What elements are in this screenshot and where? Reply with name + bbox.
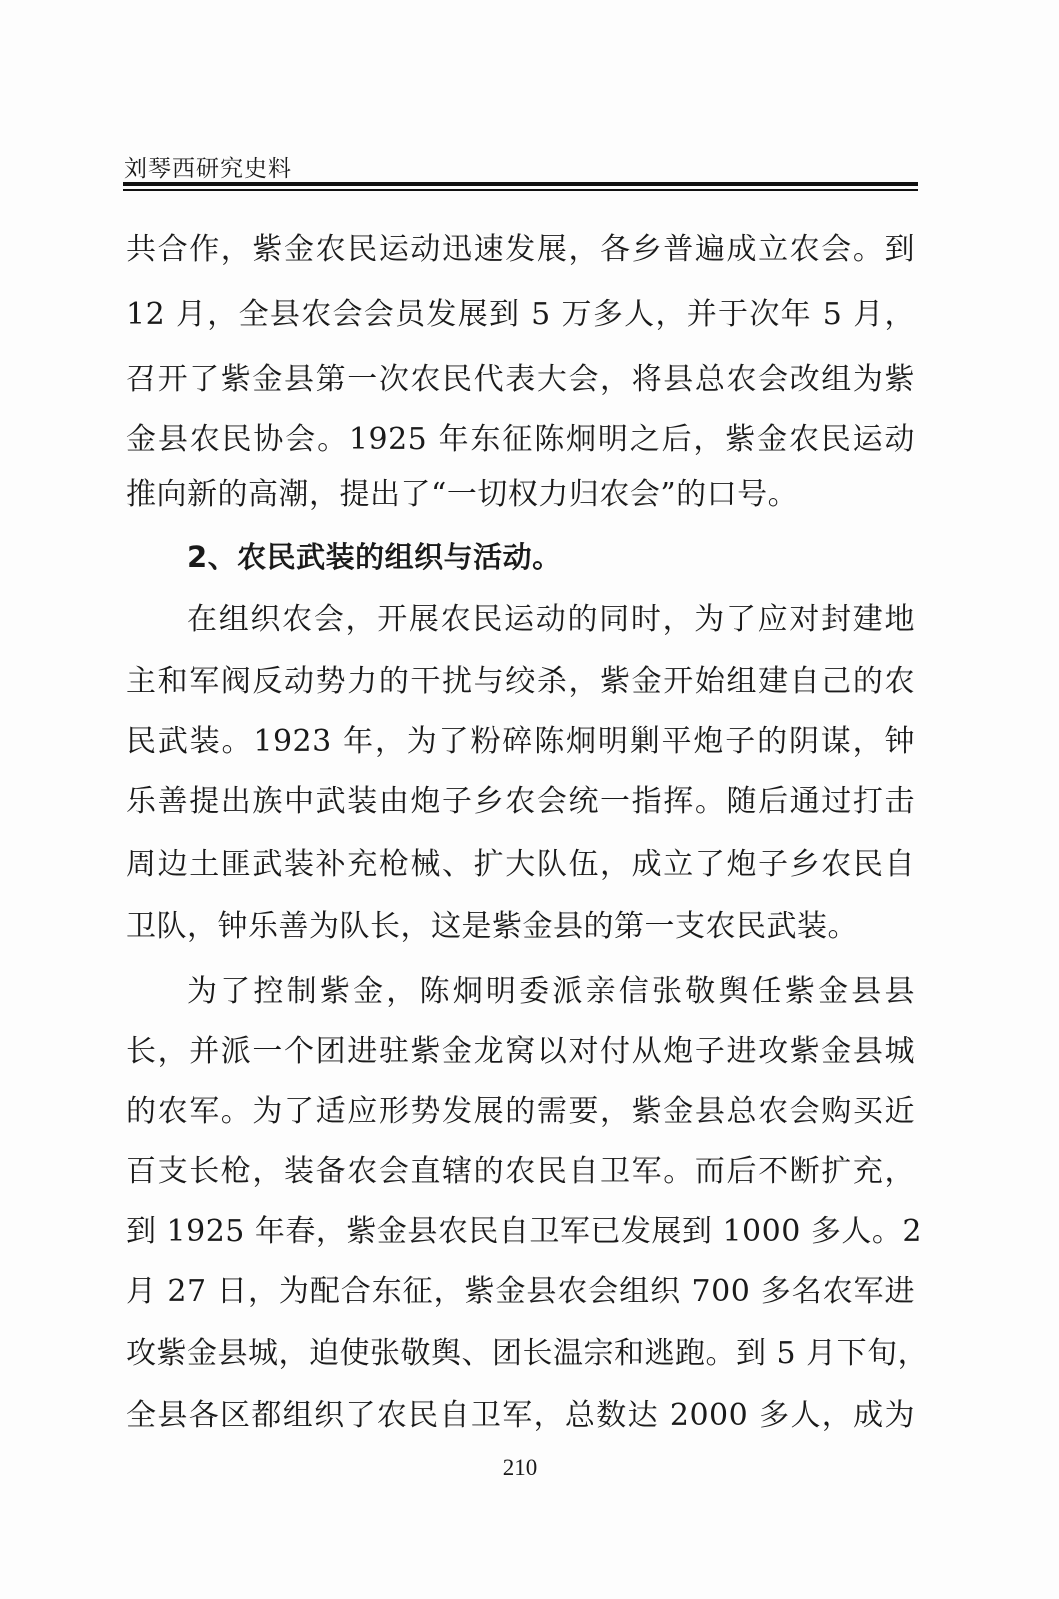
body-line: 主和军阀反动势力的干扰与绞杀，紫金开始组建自己的农 <box>126 664 915 699</box>
body-line: 全县各区都组织了农民自卫军，总数达 2000 多人，成为 <box>126 1398 915 1433</box>
body-line: 攻紫金县城，迫使张敬舆、团长温宗和逃跑。到 5 月下旬， <box>126 1336 929 1371</box>
page-number: 210 <box>502 1455 538 1480</box>
header-rule-thick <box>123 182 918 186</box>
body-line: 到 1925 年春，紫金县农民自卫军已发展到 1000 多人。2 <box>126 1214 922 1249</box>
header-rule-thin <box>123 189 918 191</box>
body-line: 长，并派一个团进驻紫金龙窝以对付从炮子进攻紫金县城 <box>126 1034 915 1069</box>
body-line: 金县农民协会。1925 年东征陈炯明之后，紫金农民运动 <box>126 422 915 457</box>
body-line: 民武装。1923 年，为了粉碎陈炯明剿平炮子的阴谋，钟 <box>126 724 915 759</box>
body-line: 的农军。为了适应形势发展的需要，紫金县总农会购买近 <box>126 1094 915 1129</box>
body-line: 周边土匪武装补充枪械、扩大队伍，成立了炮子乡农民自 <box>126 847 915 882</box>
body-line: 月 27 日，为配合东征，紫金县农会组织 700 多名农军进 <box>126 1274 915 1309</box>
body-line: 卫队，钟乐善为队长，这是紫金县的第一支农民武装。 <box>126 909 858 944</box>
running-header: 刘琴西研究史料 <box>124 156 292 182</box>
body-line: 召开了紫金县第一次农民代表大会，将县总农会改组为紫 <box>126 362 915 397</box>
body-line: 在组织农会，开展农民运动的同时，为了应对封建地 <box>187 602 915 637</box>
body-line: 12 月，全县农会会员发展到 5 万多人，并于次年 5 月， <box>126 297 915 332</box>
body-line: 百支长枪，装备农会直辖的农民自卫军。而后不断扩充， <box>126 1154 915 1189</box>
body-line: 乐善提出族中武装由炮子乡农会统一指挥。随后通过打击 <box>126 784 915 819</box>
body-line: 共合作，紫金农民运动迅速发展，各乡普遍成立农会。到 <box>126 232 915 267</box>
body-line: 推向新的高潮，提出了“一切权力归农会”的口号。 <box>126 477 799 512</box>
body-line: 为了控制紫金，陈炯明委派亲信张敬舆任紫金县县 <box>187 974 915 1009</box>
section-heading: 2、农民武装的组织与活动。 <box>187 540 562 574</box>
